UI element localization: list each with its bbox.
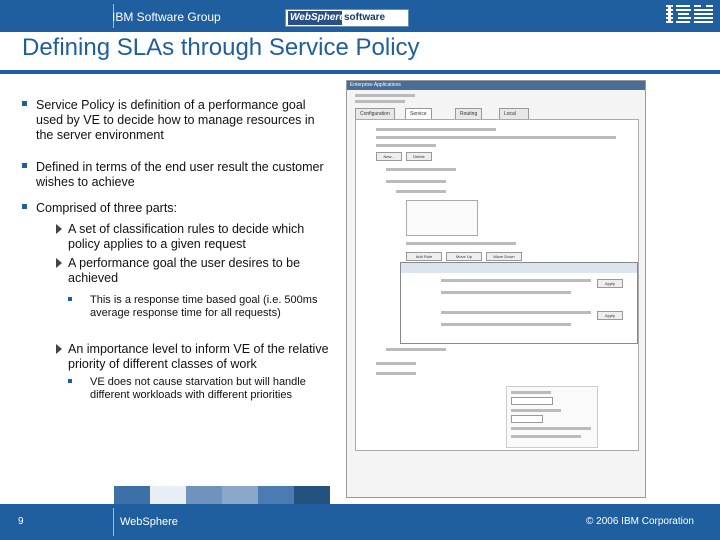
- console-text-line: [386, 168, 456, 171]
- console-text-line: [396, 190, 446, 193]
- console-text-line: [376, 136, 616, 139]
- page-number: 9: [18, 516, 24, 527]
- websphere-logo-software: software: [344, 12, 386, 23]
- console-text-line: [376, 144, 436, 147]
- console-add-rule-button[interactable]: Add Rule: [406, 252, 442, 261]
- console-text-line: [511, 427, 591, 430]
- console-text-line: [441, 291, 571, 294]
- console-move-down-button[interactable]: Move Down: [486, 252, 522, 261]
- console-tab[interactable]: Local: [499, 108, 529, 120]
- title-rule: [0, 70, 720, 74]
- console-importance-select[interactable]: [511, 415, 543, 423]
- sub-bullet-text: An importance level to inform VE of the relative priority of different classes of work: [68, 342, 329, 371]
- console-apply-button[interactable]: Apply: [597, 279, 623, 288]
- console-rules-table: [400, 262, 638, 344]
- sub-bullet-text: A set of classification rules to decide which policy applies to a given request: [68, 222, 305, 251]
- console-screenshot: [346, 80, 646, 498]
- footer-bar: [0, 504, 720, 540]
- console-rules-table-header: [401, 263, 637, 273]
- bullet-square-icon: [22, 204, 27, 209]
- console-text-line: [386, 348, 446, 351]
- console-pane: [355, 119, 639, 451]
- footer-divider: [113, 508, 114, 536]
- header-bar: [0, 0, 720, 32]
- console-apply-button[interactable]: Apply: [597, 311, 623, 320]
- console-text-line: [376, 372, 416, 375]
- console-delete-button[interactable]: Delete: [406, 152, 432, 161]
- bullet-text: Service Policy is definition of a performance goal used by VE to decide how to manage resources in the server environment: [36, 98, 315, 142]
- console-text-line: [376, 362, 416, 365]
- sub-bullet-text: A performance goal the user desires to be achieved: [68, 256, 301, 285]
- ibm-logo: [666, 4, 714, 24]
- console-text-line: [441, 323, 571, 326]
- console-text-line: [511, 409, 561, 412]
- sub-sub-bullet-text: VE does not cause starvation but will handle different workloads with different priorities: [90, 376, 306, 401]
- triangle-bullet-icon: [56, 258, 62, 268]
- console-move-up-button[interactable]: Move Up: [446, 252, 482, 261]
- footer-brand: WebSphere: [120, 516, 178, 528]
- console-text-line: [355, 94, 415, 97]
- console-text-line: [511, 391, 551, 394]
- triangle-bullet-icon: [56, 344, 62, 354]
- console-header: Enterprise Applications: [347, 81, 645, 90]
- small-square-bullet-icon: [68, 297, 72, 301]
- bullet-square-icon: [22, 101, 27, 106]
- copyright-text: © 2006 IBM Corporation: [586, 516, 694, 527]
- console-tab[interactable]: Routing: [455, 108, 482, 120]
- console-text-line: [376, 128, 496, 131]
- software-group-label: IBM Software Group: [112, 10, 221, 24]
- small-square-bullet-icon: [68, 379, 72, 383]
- slide-title: Defining SLAs through Service Policy: [22, 34, 420, 61]
- sub-sub-bullet-text: This is a response time based goal (i.e. 500ms average response time for all requests): [90, 294, 318, 319]
- console-text-line: [441, 279, 591, 282]
- console-goal-input[interactable]: [511, 397, 553, 405]
- console-tab[interactable]: Configuration: [355, 108, 395, 120]
- bullet-text: Comprised of three parts:: [36, 201, 178, 215]
- console-new-button[interactable]: New...: [376, 152, 402, 161]
- triangle-bullet-icon: [56, 224, 62, 234]
- console-text-line: [511, 435, 581, 438]
- console-text-line: [386, 180, 446, 183]
- websphere-logo: [285, 9, 409, 27]
- console-uri-list[interactable]: [406, 200, 478, 236]
- bullet-square-icon: [22, 163, 27, 168]
- bullet-text: Defined in terms of the end user result the customer wishes to achieve: [36, 160, 324, 189]
- console-text-line: [441, 311, 591, 314]
- console-goal-panel: [506, 386, 598, 448]
- console-text-line: [406, 242, 516, 245]
- websphere-logo-word: WebSphere.: [290, 12, 348, 23]
- console-tab[interactable]: Service: [405, 108, 432, 120]
- console-text-line: [355, 100, 405, 103]
